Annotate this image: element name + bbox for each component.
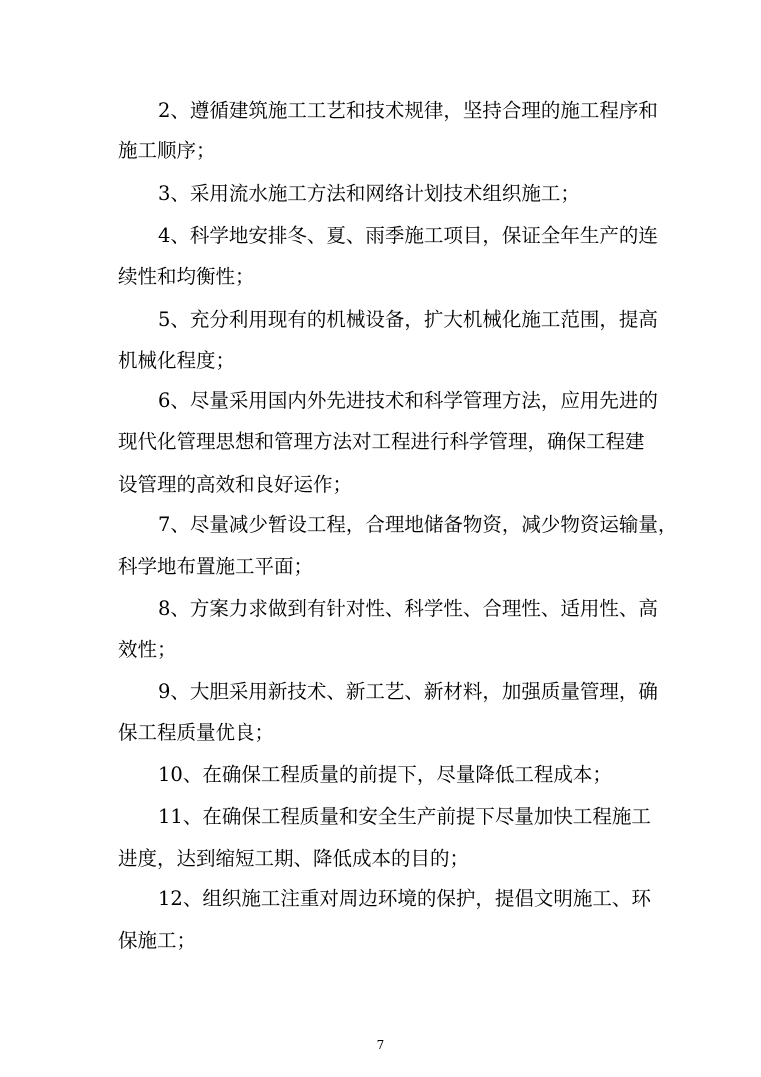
- paragraph-line: 保工程质量优良；: [118, 721, 275, 744]
- paragraph-line: 2、遵循建筑施工工艺和技术规律，坚持合理的施工程序和: [158, 99, 658, 122]
- paragraph-line: 5、充分利用现有的机械设备，扩大机械化施工范围，提高: [158, 308, 658, 331]
- paragraph-line: 机械化程度；: [118, 349, 236, 372]
- paragraph-line: 保施工；: [118, 929, 197, 952]
- page-number: 7: [376, 1038, 385, 1052]
- paragraph-line: 施工顺序；: [118, 139, 216, 162]
- paragraph-line: 12、组织施工注重对周边环境的保护，提倡文明施工、环: [158, 887, 651, 910]
- paragraph-line: 科学地布置施工平面；: [118, 555, 314, 578]
- paragraph-line: 3、采用流水施工方法和网络计划技术组织施工；: [158, 182, 580, 205]
- paragraph-line: 进度，达到缩短工期、降低成本的目的；: [118, 847, 470, 870]
- paragraph-line: 9、大胆采用新技术、新工艺、新材料，加强质量管理，确: [158, 680, 658, 703]
- paragraph-line: 11、在确保工程质量和安全生产前提下尽量加快工程施工: [158, 805, 651, 828]
- paragraph-line: 设管理的高效和良好运作；: [118, 473, 353, 496]
- paragraph-line: 7、尽量减少暂设工程，合理地储备物资，减少物资运输量，: [158, 513, 678, 536]
- paragraph-line: 4、科学地安排冬、夏、雨季施工项目，保证全年生产的连: [158, 224, 658, 247]
- paragraph-line: 10、在确保工程质量的前提下，尽量降低工程成本；: [158, 763, 612, 786]
- paragraph-line: 续性和均衡性；: [118, 265, 255, 288]
- paragraph-line: 现代化管理思想和管理方法对工程进行科学管理，确保工程建: [118, 430, 645, 453]
- paragraph-line: 效性；: [118, 638, 177, 661]
- paragraph-line: 6、尽量采用国内外先进技术和科学管理方法，应用先进的: [158, 389, 658, 412]
- paragraph-line: 8、方案力求做到有针对性、科学性、合理性、适用性、高: [158, 597, 658, 620]
